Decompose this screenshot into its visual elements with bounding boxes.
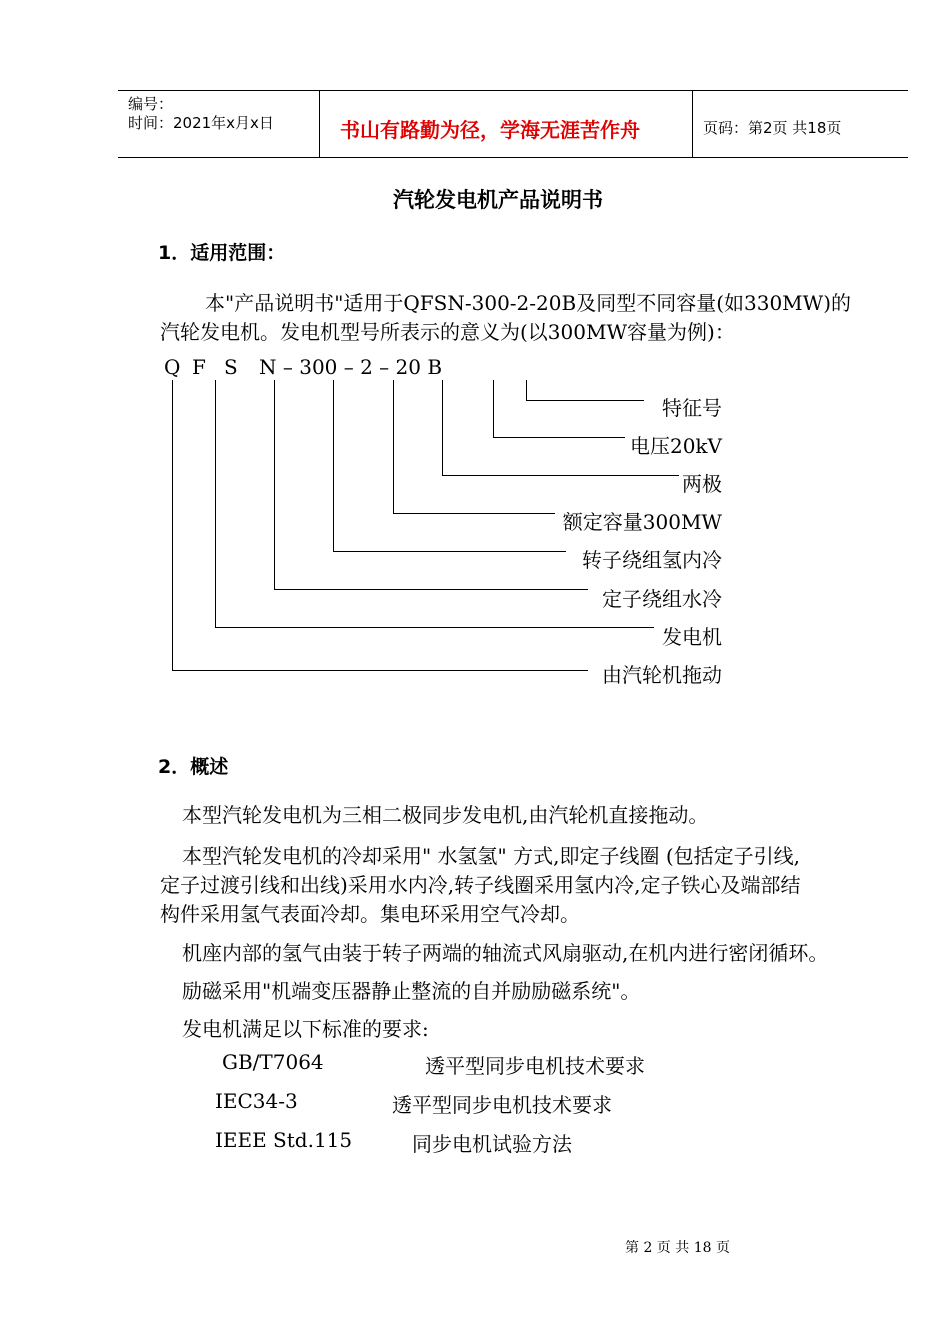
page-footer: 第 2 页 共 18 页 — [625, 1240, 730, 1256]
section-2-para-4: 励磁采用"机端变压器静止整流的自并励励磁系统"。 — [182, 979, 641, 1003]
model-letter-q: Q — [164, 355, 181, 379]
connector-horizontal-3 — [442, 475, 679, 476]
header-motto: 书山有路勤为径，学海无涯苦作舟 — [340, 118, 640, 142]
page-number-label: 页码：第2页 共18页 — [703, 119, 842, 137]
connector-horizontal-6 — [274, 589, 588, 590]
connector-vertical-8 — [172, 380, 173, 670]
meaning-label-poles: 两极 — [682, 472, 722, 496]
connector-horizontal-2 — [493, 437, 625, 438]
model-letter-f: F — [192, 355, 206, 379]
connector-vertical-7 — [215, 380, 216, 627]
section-2-para-2-line-3: 构件采用氢气表面冷却。集电环采用空气冷却。 — [160, 902, 580, 926]
connector-horizontal-4 — [393, 513, 555, 514]
standard-desc: 透平型同步电机技术要求 — [392, 1093, 612, 1117]
section-2-heading: 2．概述 — [158, 756, 229, 778]
page-title: 汽轮发电机产品说明书 — [393, 188, 603, 212]
meaning-label-voltage: 电压20kV — [629, 434, 722, 458]
connector-vertical-3 — [442, 380, 443, 475]
standard-desc: 同步电机试验方法 — [412, 1132, 572, 1156]
section-1-para-line-1: 本"产品说明书"适用于QFSN-300-2-20B及同型不同容量(如330MW)的 — [205, 291, 852, 315]
connector-vertical-2 — [493, 380, 494, 437]
section-2-para-1: 本型汽轮发电机为三相二极同步发电机,由汽轮机直接拖动。 — [182, 803, 709, 827]
meaning-label-stator-cooling: 定子绕组水冷 — [602, 587, 722, 611]
connector-horizontal-5 — [333, 551, 566, 552]
model-letter-s: S — [224, 355, 238, 379]
meaning-label-feature: 特征号 — [662, 396, 722, 420]
standard-code: IEEE Std.115 — [215, 1128, 353, 1152]
section-2-para-3: 机座内部的氢气由装于转子两端的轴流式风扇驱动,在机内进行密闭循环。 — [182, 941, 829, 965]
header-divider-left — [319, 90, 320, 157]
header-top-border — [118, 90, 908, 91]
header-bottom-border — [118, 157, 908, 158]
connector-vertical-6 — [274, 380, 275, 589]
meaning-label-generator: 发电机 — [662, 625, 722, 649]
section-2-para-5: 发电机满足以下标准的要求: — [182, 1017, 429, 1041]
section-2-para-2-line-1: 本型汽轮发电机的冷却采用" 水氢氢" 方式,即定子线圈 (包括定子引线, — [182, 844, 800, 868]
section-1-para-line-2: 汽轮发电机。发电机型号所表示的意义为(以300MW容量为例)： — [160, 320, 735, 344]
connector-horizontal-1 — [526, 400, 644, 401]
meaning-label-capacity: 额定容量300MW — [562, 510, 722, 534]
connector-vertical-1 — [526, 380, 527, 400]
standard-desc: 透平型同步电机技术要求 — [425, 1054, 645, 1078]
section-1-heading: 1．适用范围： — [158, 242, 286, 264]
standard-code: IEC34-3 — [215, 1089, 298, 1113]
doc-number-label: 编号： — [128, 95, 174, 113]
header-divider-right — [692, 90, 693, 157]
standard-code: GB/T7064 — [222, 1050, 324, 1074]
connector-horizontal-7 — [215, 627, 654, 628]
meaning-label-rotor-cooling: 转子绕组氢内冷 — [582, 548, 722, 572]
meaning-label-turbine-driven: 由汽轮机拖动 — [602, 663, 722, 687]
connector-vertical-5 — [333, 380, 334, 551]
model-rest: N – 300 – 2 – 20 B — [259, 355, 443, 379]
time-label: 时间：2021年x月x日 — [128, 114, 274, 132]
connector-horizontal-8 — [172, 670, 588, 671]
connector-vertical-4 — [393, 380, 394, 513]
section-2-para-2-line-2: 定子过渡引线和出线)采用水内冷,转子线圈采用氢内冷,定子铁心及端部结 — [160, 873, 801, 897]
